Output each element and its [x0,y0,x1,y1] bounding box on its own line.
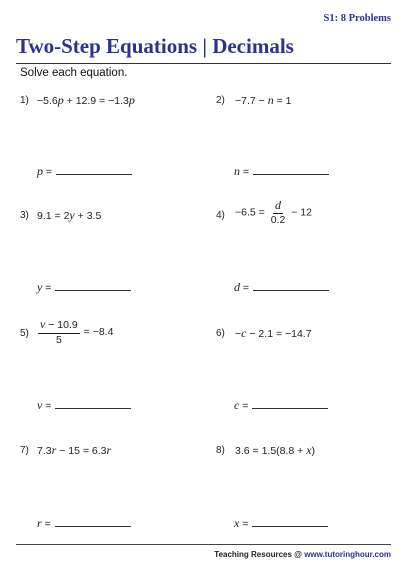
problem-5-answer-line[interactable] [55,397,131,409]
problem-7-number: 7) [20,445,29,456]
problem-4-answer-line[interactable] [253,279,329,291]
problem-7-answer: r = [37,515,131,531]
problem-2-answer-line[interactable] [253,163,329,175]
worksheet-title: Two-Step Equations | Decimals [16,34,294,58]
problem-6-number: 6) [216,328,225,339]
problem-7-equation: 7.3r − 15 = 6.3r [37,443,112,457]
problem-7-answer-line[interactable] [55,515,131,527]
problem-6-answer: c = [234,397,328,413]
footer-link[interactable]: www.tutoringhour.com [304,550,391,559]
problem-2-number: 2) [216,95,225,106]
title-divider [16,63,391,64]
footer-label: Teaching Resources @ [214,550,305,559]
footer-divider [16,544,391,545]
problem-1-answer: p = [37,163,132,179]
problem-1-equation: −5.6p + 12.9 = −1.3p [37,93,135,107]
problem-set-label: S1: 8 Problems [323,13,391,24]
problem-1-answer-line[interactable] [56,163,132,175]
problem-4-answer: d = [234,279,329,295]
problem-4-fraction: $\frac{d}{0.2}$ [270,198,286,227]
problem-5-answer: v = [37,397,131,413]
problem-8-answer: x = [234,515,328,531]
problem-2-answer: n = [234,163,329,179]
problem-3-answer: y = [37,279,131,295]
problem-1-number: 1) [20,95,29,106]
footer [214,550,391,559]
problem-8-equation: 3.6 = 1.5(8.8 + x) [235,443,316,457]
problem-6-equation: −c − 2.1 = −14.7 [235,326,312,340]
problem-8-number: 8) [216,445,225,456]
problem-5-number: 5) [20,328,29,339]
problem-4-equation: −6.5 = $\frac{d}{0.2}$ − 12 [235,198,312,227]
problem-3-answer-line[interactable] [55,279,131,291]
problem-4-number: 4) [216,210,225,221]
problem-5-equation: $\frac{v - 10.9}{5}$ = −8.4 [40,317,114,346]
problem-2-equation: −7.7 − n = 1 [235,93,292,107]
problem-8-answer-line[interactable] [252,515,328,527]
problem-5-fraction: $\frac{v - 10.9}{5}$ [40,317,78,346]
problem-6-answer-line[interactable] [252,397,328,409]
problem-3-number: 3) [20,210,29,221]
instructions: Solve each equation. [20,67,128,79]
problem-3-equation: 9.1 = 2y + 3.5 [37,208,102,222]
